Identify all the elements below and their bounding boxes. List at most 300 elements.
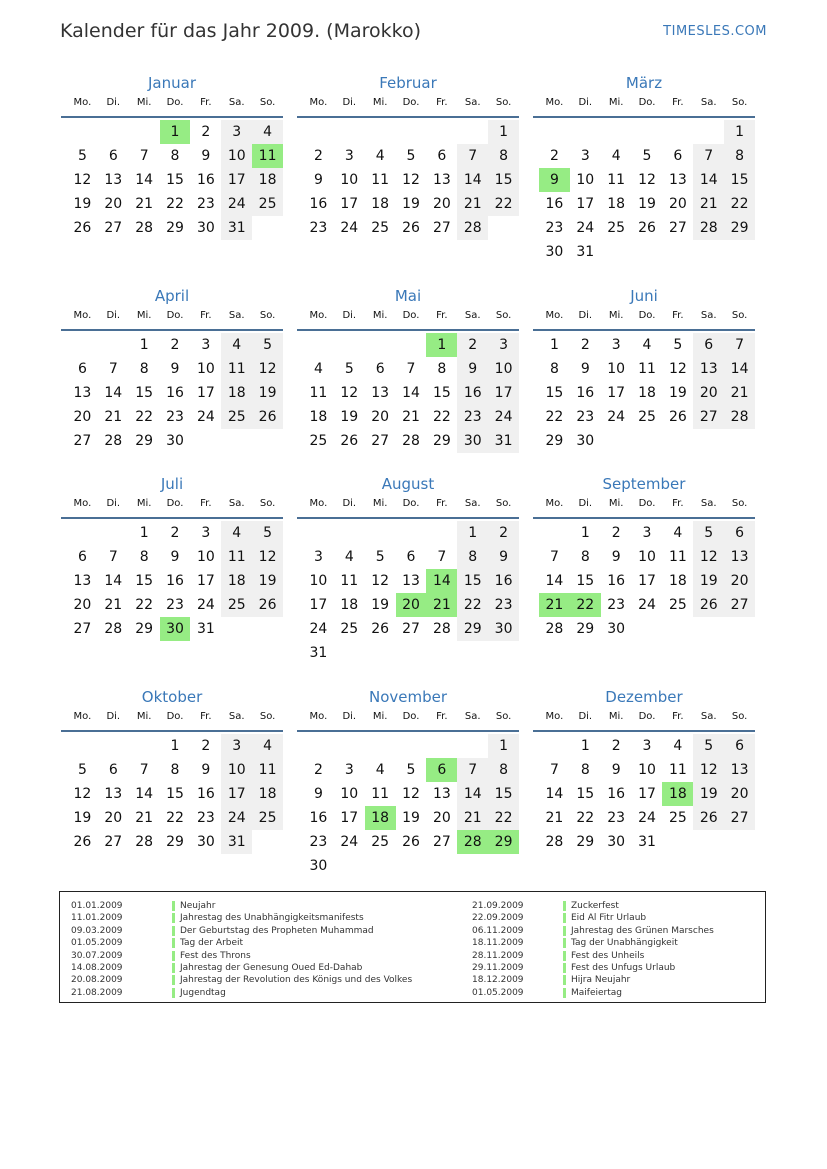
day-cell[interactable]: 4 <box>252 734 283 758</box>
day-cell[interactable]: 22 <box>488 192 519 216</box>
day-cell[interactable]: 22 <box>545 409 564 425</box>
day-cell[interactable]: 17 <box>196 385 215 401</box>
day-cell[interactable]: 5 <box>252 333 283 357</box>
day-cell[interactable]: 26 <box>73 834 92 850</box>
day-cell[interactable]: 29 <box>545 433 564 449</box>
day-cell[interactable]: 15 <box>724 168 755 192</box>
day-cell[interactable]: 31 <box>221 216 252 240</box>
day-cell[interactable]: 14 <box>135 786 154 802</box>
day-cell[interactable]: 13 <box>371 385 390 401</box>
day-cell[interactable]: 31 <box>638 834 656 850</box>
day-cell[interactable]: 19 <box>252 381 283 405</box>
day-cell[interactable]: 29 <box>488 830 519 854</box>
day-cell[interactable]: 22 <box>166 810 184 826</box>
day-cell[interactable]: 6 <box>724 734 755 758</box>
day-cell[interactable]: 29 <box>166 834 184 850</box>
day-cell[interactable]: 11 <box>340 573 359 589</box>
day-cell[interactable]: 17 <box>340 810 359 826</box>
day-cell[interactable]: 17 <box>340 196 359 212</box>
day-cell[interactable]: 11 <box>371 786 390 802</box>
day-cell[interactable]: 4 <box>375 762 385 778</box>
day-cell[interactable]: 1 <box>139 525 149 541</box>
day-cell[interactable]: 21 <box>693 192 724 216</box>
day-cell[interactable]: 17 <box>607 385 626 401</box>
day-cell[interactable]: 22 <box>488 806 519 830</box>
day-cell[interactable]: 23 <box>607 810 626 826</box>
day-cell[interactable]: 4 <box>642 337 652 353</box>
day-cell[interactable]: 10 <box>340 786 359 802</box>
day-cell[interactable]: 25 <box>607 220 626 236</box>
day-cell[interactable]: 8 <box>549 361 559 377</box>
day-cell[interactable]: 9 <box>539 168 570 192</box>
day-cell[interactable]: 28 <box>545 834 564 850</box>
day-cell[interactable]: 11 <box>668 762 687 778</box>
day-cell[interactable]: 25 <box>668 810 687 826</box>
day-cell[interactable]: 12 <box>668 361 687 377</box>
day-cell[interactable]: 16 <box>309 810 328 826</box>
day-cell[interactable]: 16 <box>607 786 626 802</box>
day-cell[interactable]: 9 <box>457 357 488 381</box>
day-cell[interactable]: 5 <box>642 148 652 164</box>
day-cell[interactable]: 1 <box>426 333 457 357</box>
day-cell[interactable]: 8 <box>139 361 149 377</box>
day-cell[interactable]: 1 <box>139 337 149 353</box>
day-cell[interactable]: 26 <box>402 220 420 236</box>
day-cell[interactable]: 16 <box>309 196 328 212</box>
day-cell[interactable]: 8 <box>488 144 519 168</box>
day-cell[interactable]: 26 <box>73 220 92 236</box>
day-cell[interactable]: 20 <box>396 593 427 617</box>
day-cell[interactable]: 20 <box>724 569 755 593</box>
day-cell[interactable]: 27 <box>668 220 687 236</box>
day-cell[interactable]: 14 <box>402 385 420 401</box>
day-cell[interactable]: 13 <box>668 172 687 188</box>
day-cell[interactable]: 27 <box>73 433 92 449</box>
day-cell[interactable]: 5 <box>693 734 724 758</box>
day-cell[interactable]: 29 <box>576 621 595 637</box>
day-cell[interactable]: 28 <box>104 621 123 637</box>
day-cell[interactable]: 25 <box>340 621 359 637</box>
day-cell[interactable]: 14 <box>545 786 564 802</box>
day-cell[interactable]: 23 <box>196 196 215 212</box>
day-cell[interactable]: 25 <box>309 433 328 449</box>
day-cell[interactable]: 9 <box>313 172 323 188</box>
day-cell[interactable]: 5 <box>252 521 283 545</box>
day-cell[interactable]: 21 <box>426 593 457 617</box>
day-cell[interactable]: 2 <box>580 337 590 353</box>
day-cell[interactable]: 17 <box>221 168 252 192</box>
brand-logo-text[interactable]: TIMESLES.COM <box>663 24 767 39</box>
day-cell[interactable]: 18 <box>221 569 252 593</box>
day-cell[interactable]: 24 <box>309 621 328 637</box>
day-cell[interactable]: 1 <box>160 120 191 144</box>
day-cell[interactable]: 26 <box>340 433 359 449</box>
day-cell[interactable]: 10 <box>488 357 519 381</box>
day-cell[interactable]: 6 <box>375 361 385 377</box>
day-cell[interactable]: 25 <box>252 192 283 216</box>
day-cell[interactable]: 30 <box>160 617 191 641</box>
day-cell[interactable]: 11 <box>309 385 328 401</box>
day-cell[interactable]: 12 <box>73 786 92 802</box>
day-cell[interactable]: 15 <box>166 172 184 188</box>
day-cell[interactable]: 2 <box>611 738 621 754</box>
day-cell[interactable]: 5 <box>77 762 87 778</box>
day-cell[interactable]: 12 <box>402 786 420 802</box>
day-cell[interactable]: 3 <box>344 148 354 164</box>
day-cell[interactable]: 24 <box>576 220 595 236</box>
day-cell[interactable]: 24 <box>607 409 626 425</box>
day-cell[interactable]: 10 <box>638 762 656 778</box>
day-cell[interactable]: 13 <box>724 758 755 782</box>
day-cell[interactable]: 18 <box>662 782 693 806</box>
day-cell[interactable]: 12 <box>340 385 359 401</box>
day-cell[interactable]: 27 <box>724 806 755 830</box>
day-cell[interactable]: 20 <box>371 409 390 425</box>
day-cell[interactable]: 20 <box>104 196 123 212</box>
day-cell[interactable]: 1 <box>170 738 180 754</box>
day-cell[interactable]: 20 <box>104 810 123 826</box>
day-cell[interactable]: 4 <box>221 521 252 545</box>
day-cell[interactable]: 9 <box>170 549 180 565</box>
day-cell[interactable]: 20 <box>73 409 92 425</box>
day-cell[interactable]: 13 <box>724 545 755 569</box>
day-cell[interactable]: 5 <box>77 148 87 164</box>
day-cell[interactable]: 1 <box>457 521 488 545</box>
day-cell[interactable]: 7 <box>693 144 724 168</box>
day-cell[interactable]: 22 <box>135 597 154 613</box>
day-cell[interactable]: 21 <box>457 806 488 830</box>
day-cell[interactable]: 11 <box>252 758 283 782</box>
day-cell[interactable]: 17 <box>196 573 215 589</box>
day-cell[interactable]: 18 <box>371 196 390 212</box>
day-cell[interactable]: 13 <box>402 573 420 589</box>
day-cell[interactable]: 28 <box>545 621 564 637</box>
day-cell[interactable]: 24 <box>340 220 359 236</box>
day-cell[interactable]: 2 <box>201 738 211 754</box>
day-cell[interactable]: 23 <box>166 409 184 425</box>
day-cell[interactable]: 23 <box>488 593 519 617</box>
day-cell[interactable]: 30 <box>607 621 626 637</box>
day-cell[interactable]: 30 <box>576 433 595 449</box>
day-cell[interactable]: 15 <box>576 786 595 802</box>
day-cell[interactable]: 8 <box>488 758 519 782</box>
day-cell[interactable]: 7 <box>437 549 447 565</box>
day-cell[interactable]: 9 <box>611 762 621 778</box>
day-cell[interactable]: 16 <box>196 172 215 188</box>
day-cell[interactable]: 12 <box>73 172 92 188</box>
day-cell[interactable]: 27 <box>402 621 420 637</box>
day-cell[interactable]: 15 <box>576 573 595 589</box>
day-cell[interactable]: 5 <box>406 762 416 778</box>
day-cell[interactable]: 29 <box>135 433 154 449</box>
day-cell[interactable]: 22 <box>576 810 595 826</box>
day-cell[interactable]: 10 <box>221 758 252 782</box>
day-cell[interactable]: 14 <box>545 573 564 589</box>
day-cell[interactable]: 4 <box>344 549 354 565</box>
day-cell[interactable]: 17 <box>638 786 656 802</box>
day-cell[interactable]: 11 <box>638 361 656 377</box>
day-cell[interactable]: 13 <box>104 786 123 802</box>
day-cell[interactable]: 22 <box>724 192 755 216</box>
day-cell[interactable]: 26 <box>252 593 283 617</box>
day-cell[interactable]: 2 <box>313 762 323 778</box>
day-cell[interactable]: 11 <box>221 357 252 381</box>
day-cell[interactable]: 19 <box>668 385 687 401</box>
day-cell[interactable]: 5 <box>693 521 724 545</box>
day-cell[interactable]: 28 <box>104 433 123 449</box>
day-cell[interactable]: 27 <box>432 834 451 850</box>
day-cell[interactable]: 8 <box>139 549 149 565</box>
day-cell[interactable]: 23 <box>309 834 328 850</box>
day-cell[interactable]: 8 <box>580 549 590 565</box>
day-cell[interactable]: 28 <box>402 433 420 449</box>
day-cell[interactable]: 7 <box>108 361 118 377</box>
day-cell[interactable]: 26 <box>371 621 390 637</box>
day-cell[interactable]: 6 <box>673 148 683 164</box>
day-cell[interactable]: 23 <box>309 220 328 236</box>
day-cell[interactable]: 19 <box>693 569 724 593</box>
day-cell[interactable]: 26 <box>693 806 724 830</box>
day-cell[interactable]: 30 <box>457 429 488 453</box>
day-cell[interactable]: 4 <box>221 333 252 357</box>
day-cell[interactable]: 11 <box>221 545 252 569</box>
day-cell[interactable]: 21 <box>402 409 420 425</box>
day-cell[interactable]: 18 <box>340 597 359 613</box>
day-cell[interactable]: 2 <box>170 525 180 541</box>
day-cell[interactable]: 30 <box>488 617 519 641</box>
day-cell[interactable]: 23 <box>607 597 626 613</box>
day-cell[interactable]: 10 <box>340 172 359 188</box>
day-cell[interactable]: 6 <box>108 148 118 164</box>
day-cell[interactable]: 26 <box>252 405 283 429</box>
day-cell[interactable]: 3 <box>201 525 211 541</box>
day-cell[interactable]: 4 <box>673 738 683 754</box>
day-cell[interactable]: 14 <box>457 168 488 192</box>
day-cell[interactable]: 13 <box>73 385 92 401</box>
day-cell[interactable]: 15 <box>457 569 488 593</box>
day-cell[interactable]: 20 <box>73 597 92 613</box>
day-cell[interactable]: 6 <box>406 549 416 565</box>
day-cell[interactable]: 16 <box>166 573 184 589</box>
day-cell[interactable]: 10 <box>196 361 215 377</box>
day-cell[interactable]: 24 <box>221 192 252 216</box>
day-cell[interactable]: 17 <box>221 782 252 806</box>
day-cell[interactable]: 7 <box>108 549 118 565</box>
day-cell[interactable]: 24 <box>221 806 252 830</box>
day-cell[interactable]: 17 <box>309 597 328 613</box>
day-cell[interactable]: 3 <box>313 549 323 565</box>
day-cell[interactable]: 29 <box>432 433 451 449</box>
day-cell[interactable]: 18 <box>252 782 283 806</box>
day-cell[interactable]: 1 <box>724 120 755 144</box>
day-cell[interactable]: 4 <box>611 148 621 164</box>
day-cell[interactable]: 27 <box>693 405 724 429</box>
day-cell[interactable]: 17 <box>638 573 656 589</box>
day-cell[interactable]: 1 <box>580 738 590 754</box>
day-cell[interactable]: 2 <box>488 521 519 545</box>
day-cell[interactable]: 31 <box>488 429 519 453</box>
day-cell[interactable]: 2 <box>549 148 559 164</box>
day-cell[interactable]: 14 <box>693 168 724 192</box>
day-cell[interactable]: 19 <box>340 409 359 425</box>
day-cell[interactable]: 7 <box>724 333 755 357</box>
day-cell[interactable]: 7 <box>457 144 488 168</box>
day-cell[interactable]: 14 <box>724 357 755 381</box>
day-cell[interactable]: 23 <box>457 405 488 429</box>
day-cell[interactable]: 3 <box>221 120 252 144</box>
day-cell[interactable]: 29 <box>166 220 184 236</box>
day-cell[interactable]: 27 <box>104 834 123 850</box>
day-cell[interactable]: 3 <box>642 738 652 754</box>
day-cell[interactable]: 9 <box>313 786 323 802</box>
day-cell[interactable]: 24 <box>196 409 215 425</box>
day-cell[interactable]: 18 <box>309 409 328 425</box>
day-cell[interactable]: 3 <box>221 734 252 758</box>
day-cell[interactable]: 12 <box>693 545 724 569</box>
day-cell[interactable]: 19 <box>693 782 724 806</box>
day-cell[interactable]: 25 <box>221 593 252 617</box>
day-cell[interactable]: 25 <box>371 220 390 236</box>
day-cell[interactable]: 5 <box>406 148 416 164</box>
day-cell[interactable]: 15 <box>432 385 451 401</box>
day-cell[interactable]: 30 <box>196 834 215 850</box>
day-cell[interactable]: 9 <box>201 148 211 164</box>
day-cell[interactable]: 21 <box>104 409 123 425</box>
day-cell[interactable]: 30 <box>309 858 328 874</box>
day-cell[interactable]: 24 <box>340 834 359 850</box>
day-cell[interactable]: 18 <box>638 385 656 401</box>
day-cell[interactable]: 31 <box>196 621 215 637</box>
day-cell[interactable]: 2 <box>611 525 621 541</box>
day-cell[interactable]: 19 <box>402 810 420 826</box>
day-cell[interactable]: 6 <box>693 333 724 357</box>
day-cell[interactable]: 20 <box>432 810 451 826</box>
day-cell[interactable]: 11 <box>371 172 390 188</box>
day-cell[interactable]: 10 <box>638 549 656 565</box>
day-cell[interactable]: 16 <box>607 573 626 589</box>
day-cell[interactable]: 25 <box>252 806 283 830</box>
day-cell[interactable]: 6 <box>77 549 87 565</box>
day-cell[interactable]: 21 <box>457 192 488 216</box>
day-cell[interactable]: 1 <box>488 120 519 144</box>
day-cell[interactable]: 30 <box>196 220 215 236</box>
day-cell[interactable]: 26 <box>693 593 724 617</box>
day-cell[interactable]: 23 <box>196 810 215 826</box>
day-cell[interactable]: 12 <box>371 573 390 589</box>
day-cell[interactable]: 25 <box>221 405 252 429</box>
day-cell[interactable]: 8 <box>170 762 180 778</box>
day-cell[interactable]: 25 <box>371 834 390 850</box>
day-cell[interactable]: 16 <box>545 196 564 212</box>
day-cell[interactable]: 8 <box>580 762 590 778</box>
day-cell[interactable]: 27 <box>724 593 755 617</box>
day-cell[interactable]: 8 <box>437 361 447 377</box>
day-cell[interactable]: 10 <box>576 172 595 188</box>
day-cell[interactable]: 19 <box>638 196 656 212</box>
day-cell[interactable]: 16 <box>488 569 519 593</box>
day-cell[interactable]: 28 <box>693 216 724 240</box>
day-cell[interactable]: 24 <box>638 597 656 613</box>
day-cell[interactable]: 29 <box>724 216 755 240</box>
day-cell[interactable]: 2 <box>201 124 211 140</box>
day-cell[interactable]: 18 <box>365 806 396 830</box>
day-cell[interactable]: 13 <box>432 172 451 188</box>
day-cell[interactable]: 30 <box>607 834 626 850</box>
day-cell[interactable]: 5 <box>344 361 354 377</box>
day-cell[interactable]: 18 <box>668 573 687 589</box>
day-cell[interactable]: 5 <box>375 549 385 565</box>
day-cell[interactable]: 3 <box>611 337 621 353</box>
day-cell[interactable]: 27 <box>73 621 92 637</box>
day-cell[interactable]: 8 <box>724 144 755 168</box>
day-cell[interactable]: 3 <box>488 333 519 357</box>
day-cell[interactable]: 13 <box>432 786 451 802</box>
day-cell[interactable]: 17 <box>488 381 519 405</box>
day-cell[interactable]: 10 <box>196 549 215 565</box>
day-cell[interactable]: 18 <box>221 381 252 405</box>
day-cell[interactable]: 15 <box>166 786 184 802</box>
day-cell[interactable]: 22 <box>166 196 184 212</box>
day-cell[interactable]: 7 <box>549 762 559 778</box>
day-cell[interactable]: 27 <box>104 220 123 236</box>
day-cell[interactable]: 5 <box>673 337 683 353</box>
day-cell[interactable]: 16 <box>457 381 488 405</box>
day-cell[interactable]: 22 <box>457 593 488 617</box>
day-cell[interactable]: 1 <box>488 734 519 758</box>
day-cell[interactable]: 23 <box>166 597 184 613</box>
day-cell[interactable]: 14 <box>457 782 488 806</box>
day-cell[interactable]: 28 <box>457 216 488 240</box>
day-cell[interactable]: 6 <box>77 361 87 377</box>
day-cell[interactable]: 13 <box>693 357 724 381</box>
day-cell[interactable]: 27 <box>371 433 390 449</box>
day-cell[interactable]: 12 <box>638 172 656 188</box>
day-cell[interactable]: 21 <box>135 810 154 826</box>
day-cell[interactable]: 24 <box>488 405 519 429</box>
day-cell[interactable]: 29 <box>457 617 488 641</box>
day-cell[interactable]: 15 <box>135 385 154 401</box>
day-cell[interactable]: 7 <box>139 148 149 164</box>
day-cell[interactable]: 21 <box>545 810 564 826</box>
day-cell[interactable]: 29 <box>576 834 595 850</box>
day-cell[interactable]: 2 <box>313 148 323 164</box>
day-cell[interactable]: 12 <box>693 758 724 782</box>
day-cell[interactable]: 15 <box>135 573 154 589</box>
day-cell[interactable]: 12 <box>252 357 283 381</box>
day-cell[interactable]: 1 <box>580 525 590 541</box>
day-cell[interactable]: 2 <box>457 333 488 357</box>
day-cell[interactable]: 26 <box>638 220 656 236</box>
day-cell[interactable]: 22 <box>135 409 154 425</box>
day-cell[interactable]: 29 <box>135 621 154 637</box>
day-cell[interactable]: 2 <box>170 337 180 353</box>
day-cell[interactable]: 3 <box>201 337 211 353</box>
day-cell[interactable]: 14 <box>104 385 123 401</box>
day-cell[interactable]: 9 <box>488 545 519 569</box>
day-cell[interactable]: 14 <box>135 172 154 188</box>
day-cell[interactable]: 31 <box>576 244 595 260</box>
day-cell[interactable]: 14 <box>426 569 457 593</box>
day-cell[interactable]: 28 <box>457 830 488 854</box>
day-cell[interactable]: 10 <box>309 573 328 589</box>
day-cell[interactable]: 3 <box>344 762 354 778</box>
day-cell[interactable]: 11 <box>668 549 687 565</box>
day-cell[interactable]: 28 <box>135 220 154 236</box>
day-cell[interactable]: 4 <box>252 120 283 144</box>
day-cell[interactable]: 7 <box>457 758 488 782</box>
day-cell[interactable]: 20 <box>432 196 451 212</box>
day-cell[interactable]: 16 <box>196 786 215 802</box>
